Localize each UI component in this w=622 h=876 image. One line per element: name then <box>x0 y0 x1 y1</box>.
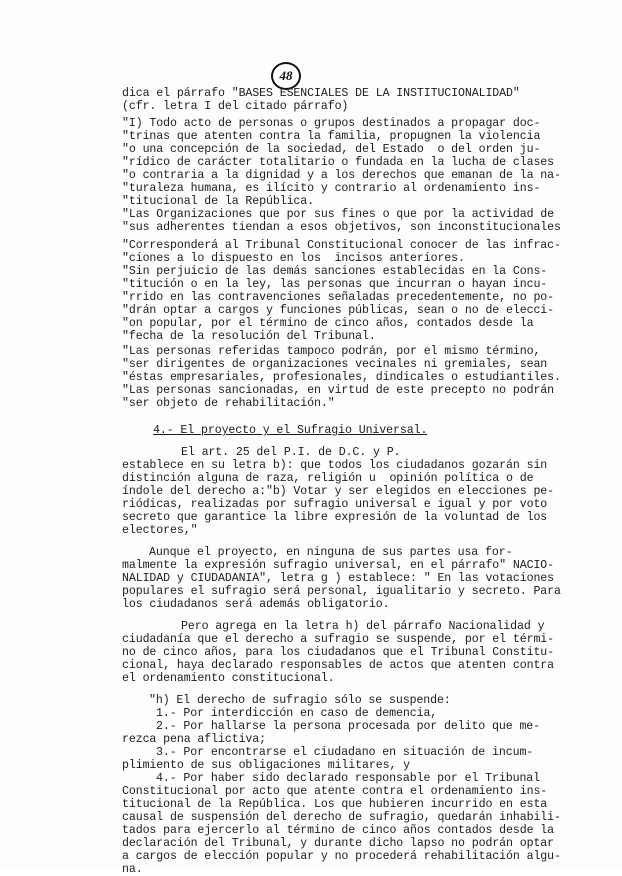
text-line: populares el sufragio será personal, igualitario y secreto. Para <box>122 585 561 598</box>
text-line: "rrido en las contravenciones señaladas precedentemente, no po- <box>122 291 555 304</box>
text-line: 4.- Por haber sido declarado responsable por el Tribunal <box>156 772 541 785</box>
text-line: "turaleza humana, es ilícito y contrario al ordenamiento ins- <box>122 182 541 195</box>
text-line: 3.- Por encontrarse el ciudadano en situación de incum- <box>156 746 534 759</box>
text-line: los ciudadanos será además obligatorio. <box>122 598 390 611</box>
text-line: "Corresponderá al Tribunal Constitucional conocer de las infrac- <box>122 239 561 252</box>
text-line: Pero agrega en la letra h) del párrafo Nacionalidad y <box>181 620 545 633</box>
text-line: "o contraria a la dignidad y a los derechos que emanan de la na- <box>122 169 561 182</box>
text-line: no de cinco años, para los ciudadanos que el Tribunal Constitu- <box>122 646 555 659</box>
text-line: 1.- Por interdicción en caso de demencia, <box>156 707 438 720</box>
text-line: secreto que garantice la libre expresión de la voluntad de los <box>122 511 548 524</box>
text-line: "sus adherentes tiendan a esos objetivos, son inconstitucionales <box>122 221 561 234</box>
text-line: 2.- Por hallarse la persona procesada por delito que me- <box>156 720 541 733</box>
text-line: el ordenamiento constitucional. <box>122 672 335 685</box>
text-line: NALIDAD y CIUDADANIA", letra g ) establece: " En las votaciones <box>122 572 555 585</box>
text-line: tados para ejercerlo al término de cinco años contados desde la <box>122 824 555 837</box>
text-line: índole del derecho a:"b) Votar y ser elegidos en elecciones pe- <box>122 485 555 498</box>
text-line: titucional de la República. Los que hubieren incurrido en esta <box>122 798 548 811</box>
text-line: "trinas que atenten contra la familia, propugnen la violencia <box>122 130 541 143</box>
text-line: rezca pena aflictiva; <box>122 733 267 746</box>
text-line: malmente la expresión sufragio universal, en el párrafo" NACIO- <box>122 559 555 572</box>
text-line: dica el párrafo "BASES ESENCIALES DE LA INSTITUCIONALIDAD" <box>122 87 520 100</box>
text-line: Constitucional por acto que atente contra el ordenamiento ins- <box>122 785 548 798</box>
text-line: Aunque el proyecto, en ninguna de sus partes usa for- <box>149 546 513 559</box>
text-line: "rídico de carácter totalitario o fundada en la lucha de clases <box>122 156 555 169</box>
text-line: "on popular, por el término de cinco años, contados desde la <box>122 317 534 330</box>
text-line: "Las personas referidas tampoco podrán, por el mismo término, <box>122 345 541 358</box>
text-line: El art. 25 del P.I. de D.C. y P. <box>181 446 401 459</box>
text-line: distinción alguna de raza, religión u opinión política o de <box>122 472 534 485</box>
text-line: causal de suspensión del derecho de sufragio, quedarán inhabili- <box>122 811 561 824</box>
text-line: "titución o en la ley, las personas que incurran o hayan incu- <box>122 278 548 291</box>
text-line: na. <box>122 863 143 876</box>
text-line: cional, haya declarado responsables de actos que atenten contra <box>122 659 555 672</box>
text-line: ciudadanía que el derecho a sufragio se suspende, por el térmi- <box>122 633 555 646</box>
text-line: declaración del Tribunal, y durante dicho lapso no podrán optar <box>122 837 555 850</box>
text-line: "h) El derecho de sufragio sólo se suspende: <box>149 694 451 707</box>
text-line: "fecha de la resolución del Tribunal. <box>122 330 376 343</box>
text-line: "ser objeto de rehabilitación." <box>122 397 335 410</box>
text-line: "éstas empresariales, profesionales, dindicales o estudiantiles. <box>122 371 561 384</box>
text-line: "o una concepción de la sociedad, del Estado o del orden ju- <box>122 143 541 156</box>
page-number: 48 <box>271 62 301 90</box>
text-line: electores," <box>122 524 198 537</box>
text-line: "Las Organizaciones que por sus fines o que por la actividad de <box>122 208 555 221</box>
text-line: "Las personas sancionadas, en virtud de este precepto no podrán <box>122 384 555 397</box>
text-line: "ser dirigentes de organizaciones vecinales ni gremiales, sean <box>122 358 548 371</box>
section-heading: 4.- El proyecto y el Sufragio Universal. <box>153 424 428 437</box>
text-line: establece en su letra b): que todos los ciudadanos gozarán sin <box>122 459 548 472</box>
text-line: plimiento de sus obligaciones militares, y <box>122 759 411 772</box>
text-line: "I) Todo acto de personas o grupos destinados a propagar doc- <box>122 117 541 130</box>
text-line: "Sin perjuicio de las demás sanciones establecidas en la Cons- <box>122 265 548 278</box>
text-line: "drán optar a cargos y funciones públicas, sean o no de elecci- <box>122 304 555 317</box>
text-line: (cfr. letra I del citado párrafo) <box>122 100 349 113</box>
text-line: a cargos de elección popular y no procederá rehabilitación algu- <box>122 850 561 863</box>
text-line: riódicas, realizadas por sufragio universal e igual y por voto <box>122 498 548 511</box>
text-line: "titucional de la República. <box>122 195 315 208</box>
text-line: "ciones a lo dispuesto en los incisos anteriores. <box>122 252 465 265</box>
